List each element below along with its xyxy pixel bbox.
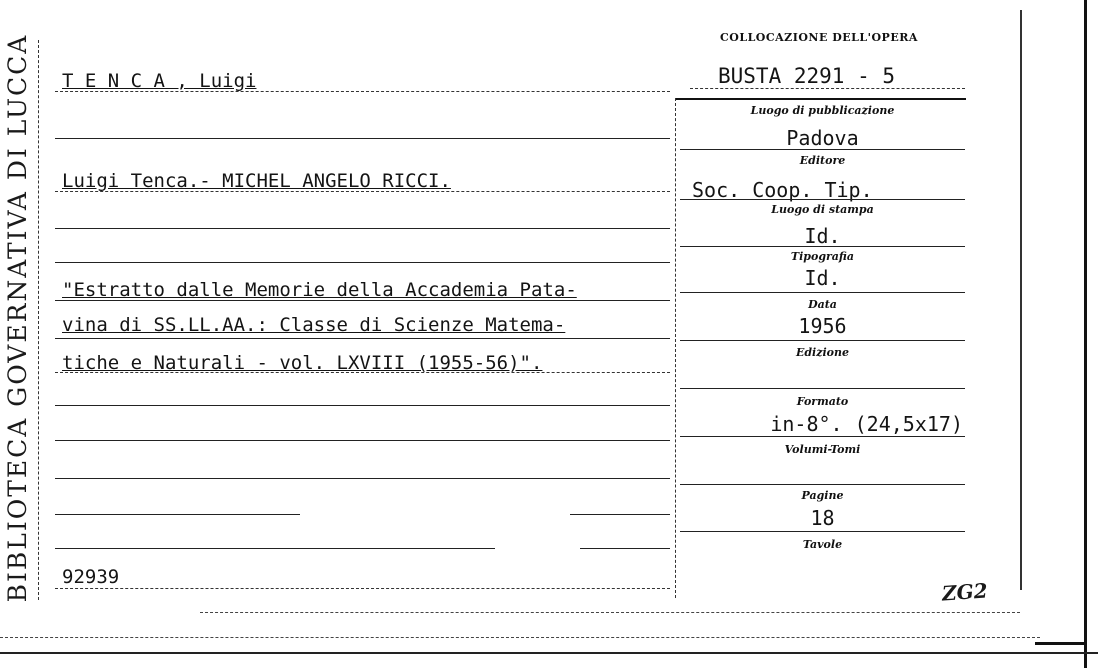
place-print-label: Luogo di stampa [771,203,874,216]
rule-12 [55,514,300,515]
bottom-rule-4 [1035,642,1085,645]
place-pub-label: Luogo di pubblicazione [750,104,895,117]
field-rule-5 [680,340,965,341]
bottom-rule-1 [200,612,1020,613]
shelfmark-underline [690,88,965,89]
rule-11 [55,478,670,479]
rule-3 [55,191,670,192]
printer-label: Tipografia [790,250,855,263]
rule-13b [580,548,670,549]
note-line-1: "Estratto dalle Memorie della Accademia Pata- [62,279,577,301]
field-rule-9 [680,531,965,532]
rule-2 [55,138,670,139]
printer-value: Id. [804,266,841,290]
right-margin-rule [1020,10,1022,590]
plates-label: Tavole [802,538,843,551]
rule-7 [55,338,670,339]
library-stamp: BIBLIOTECA GOVERNATIVA DI LUCCA [3,33,32,603]
rule-13 [55,548,495,549]
date-value: 1956 [798,314,847,338]
rule-4 [55,228,670,229]
volumes-label: Volumi-Tomi [784,443,861,456]
publisher-value: Soc. Coop. Tip. [692,178,873,202]
note-line-3: tiche e Naturali - vol. LXVIII (1955-56)". [62,352,543,374]
left-margin-rule [38,40,39,600]
format-value: in-8°. (24,5x17) [770,412,963,436]
rule-5 [55,262,670,263]
shelfmark: BUSTA 2291 - 5 [718,64,896,88]
pages-label: Pagine [801,489,844,502]
rule-6 [55,300,670,301]
format-label: Formato [796,395,849,408]
rule-10 [55,440,670,441]
collocation-header: COLLOCAZIONE DELL'OPERA [720,31,918,44]
field-box-top [676,98,966,100]
card-right-edge [1084,0,1087,668]
date-label: Data [808,298,837,311]
rule-12b [570,514,670,515]
edition-label: Edizione [795,346,849,359]
field-rule-7 [680,436,965,437]
place-pub-value: Padova [786,126,859,150]
place-print-value: Id. [804,224,841,248]
field-rule-6 [680,388,965,389]
bottom-rule-2 [0,637,1040,638]
title-line: Luigi Tenca.- MICHEL ANGELO RICCI. [62,170,451,192]
field-rule-3 [680,246,965,247]
pages-value: 18 [810,506,835,530]
publisher-label: Editore [799,154,846,167]
field-rule-2 [680,199,965,200]
field-rule-1 [680,149,965,150]
rule-9 [55,405,670,406]
rule-1 [55,91,670,92]
rule-8 [55,372,670,373]
handwritten-mark: ZG2 [941,578,989,606]
rule-14 [55,588,670,589]
bottom-rule-3 [0,652,1098,654]
column-divider [675,98,676,598]
field-rule-8 [680,484,965,485]
field-rule-4 [680,292,965,293]
inventory-number: 92939 [62,566,120,588]
author-heading: T E N C A , Luigi [62,70,257,92]
note-line-2: vina di SS.LL.AA.: Classe di Scienze Matema- [62,314,566,336]
